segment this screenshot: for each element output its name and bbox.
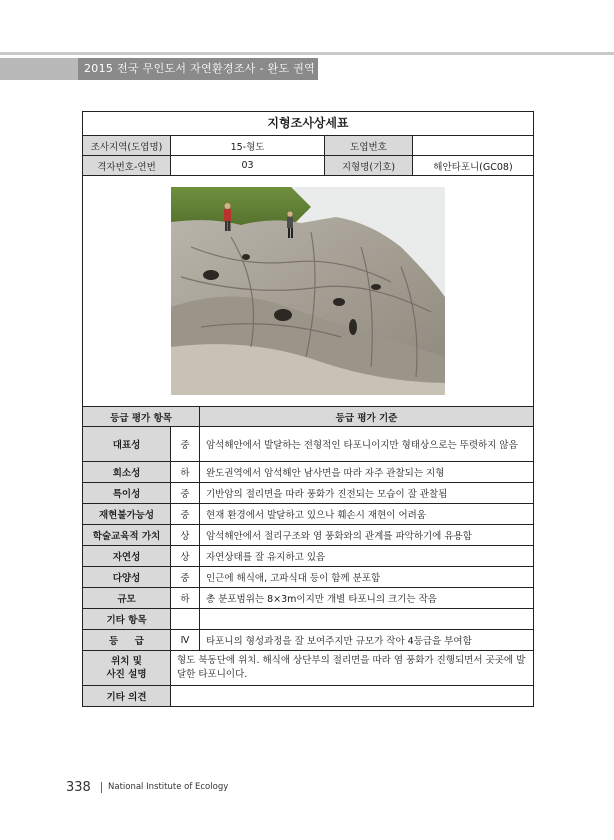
eval-grade: 중: [171, 504, 200, 524]
location-label: [83, 651, 171, 685]
eval-criteria: 자연상태를 잘 유지하고 있음: [206, 552, 326, 563]
eval-criteria: 기반암의 절리면을 따라 풍화가 진전되는 모습이 잘 관찰됨: [206, 489, 448, 500]
running-header-title: 2015 전국 무인도서 자연환경조사 - 완도 권역: [84, 62, 316, 75]
value-survey-area: 15-형도: [171, 136, 325, 155]
eval-grade: 상: [171, 546, 200, 566]
location-description: 형도 북동단에 위치. 해식애 상단부의 절리면을 따라 염 풍화가 진행되면서 곳곳에 발달한 타포니이다.: [177, 655, 526, 680]
eval-item: 학술교육적 가치: [83, 525, 171, 545]
meta-row: [83, 156, 533, 176]
footer-divider: [101, 782, 102, 793]
table-row: [83, 630, 533, 651]
label-map-number: 도엽번호: [325, 136, 413, 155]
eval-criteria-header: 등급 평가 기준: [200, 407, 533, 426]
eval-grade: 상: [171, 525, 200, 545]
location-label-line1: 위치 및: [111, 656, 142, 667]
table-row: [83, 588, 533, 609]
eval-criteria: 암석해안에서 절리구조와 염 풍화와의 관계를 파악하기에 유용함: [206, 531, 472, 542]
eval-grade: 중: [171, 483, 200, 503]
page-number: 338: [66, 780, 91, 795]
eval-grade: 중: [171, 567, 200, 587]
table-row: [83, 462, 533, 483]
person-figure-1: [224, 203, 231, 231]
label-survey-area: 조사지역(도엽명): [83, 136, 171, 155]
eval-item: 특이성: [83, 483, 171, 503]
photo-row: [83, 176, 533, 407]
footer-org: National Institute of Ecology: [108, 782, 229, 792]
header-rule: [0, 52, 614, 55]
table-row: [83, 609, 533, 630]
eval-item-header: 등급 평가 항목: [83, 407, 200, 426]
table-row: [83, 483, 533, 504]
other-label: 기타 의견: [83, 686, 171, 706]
value-landform-name: 해안타포니(GC08): [433, 161, 513, 173]
survey-detail-table: [82, 111, 534, 707]
table-row: [83, 567, 533, 588]
eval-item: 등 급: [83, 630, 171, 650]
table-row: [83, 504, 533, 525]
header-band-accent: [0, 58, 78, 80]
eval-grade: 하: [171, 462, 200, 482]
eval-item: 대표성: [83, 427, 171, 461]
table-row: [83, 546, 533, 567]
eval-grade: 하: [171, 588, 200, 608]
value-grid-number: 03: [171, 156, 325, 175]
label-grid-number: 격자번호-연번: [83, 156, 171, 175]
meta-row: [83, 136, 533, 156]
other-value: [171, 686, 533, 706]
table-row: [83, 427, 533, 462]
label-landform-name: 지형명(기호): [325, 156, 413, 175]
eval-item: 기타 항목: [83, 609, 171, 629]
eval-grade: 중: [171, 427, 200, 461]
table-title: 지형조사상세표: [83, 112, 533, 136]
eval-item: 다양성: [83, 567, 171, 587]
landform-photo: [171, 187, 445, 395]
location-row: [83, 651, 533, 686]
eval-item: 재현불가능성: [83, 504, 171, 524]
eval-item: 희소성: [83, 462, 171, 482]
eval-item: 자연성: [83, 546, 171, 566]
eval-grade: Ⅳ: [171, 630, 200, 650]
other-row: [83, 686, 533, 706]
eval-criteria: 완도권역에서 암석해안 남사면을 따라 자주 관찰되는 지형: [206, 468, 445, 479]
eval-criteria: 인근에 해식애, 고파식대 등이 함께 분포함: [206, 573, 381, 584]
eval-criteria: 타포니의 형성과정을 잘 보여주지만 규모가 작아 4등급을 부여함: [206, 636, 472, 647]
eval-item: 규모: [83, 588, 171, 608]
value-map-number: [413, 136, 533, 155]
eval-criteria: 현재 환경에서 발달하고 있으나 훼손시 재현이 어려움: [206, 510, 427, 521]
table-row: [83, 525, 533, 546]
eval-header-row: [83, 407, 533, 427]
eval-criteria: [200, 609, 533, 629]
eval-criteria: 암석해안에서 발달하는 전형적인 타포니이지만 형태상으로는 뚜렷하지 않음: [206, 440, 518, 451]
location-label-line2: 사진 설명: [106, 669, 147, 680]
eval-grade: [171, 609, 200, 629]
eval-criteria: 총 분포범위는 8×3m이지만 개별 타포니의 크기는 작음: [206, 594, 437, 605]
